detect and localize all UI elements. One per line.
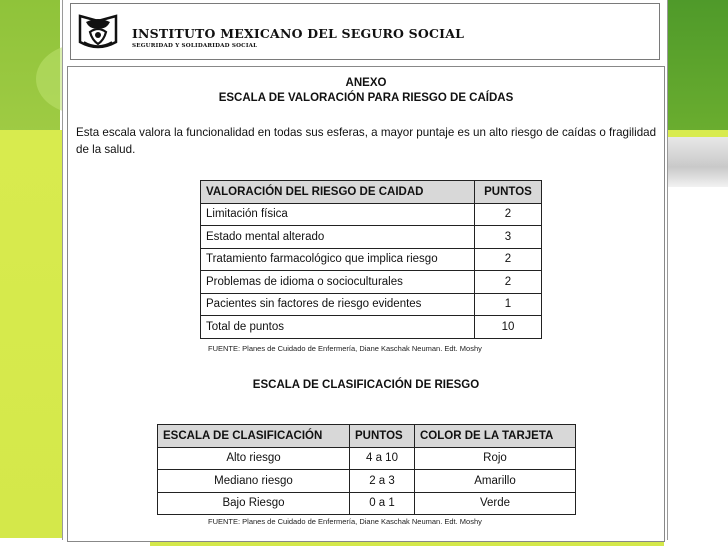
slide-grey-band <box>664 137 728 187</box>
imss-eagle-logo-icon <box>76 12 120 52</box>
card-color-cell: Verde <box>415 492 576 515</box>
source-note: FUENTE: Planes de Cuidado de Enfermería, Diane Kaschak Neuman. Edt. Moshy <box>208 344 482 353</box>
slide-white-band <box>664 187 728 546</box>
risk-level-cell: Bajo Riesgo <box>158 492 350 515</box>
points-cell: 2 <box>475 203 542 226</box>
table-row <box>201 293 542 316</box>
risk-factor-cell: Tratamiento farmacológico que implica riesgo <box>201 248 475 271</box>
card-color-cell: Rojo <box>415 447 576 470</box>
table-row <box>201 226 542 249</box>
table-row <box>158 447 576 470</box>
points-cell: 2 <box>475 271 542 294</box>
annex-title: ESCALA DE VALORACIÓN PARA RIESGO DE CAÍDAS <box>218 92 514 104</box>
table-header-row <box>158 425 576 448</box>
table-row <box>201 316 542 339</box>
table-row <box>201 248 542 271</box>
points-range-cell: 0 a 1 <box>350 492 415 515</box>
source-note: FUENTE: Planes de Cuidado de Enfermería, Diane Kaschak Neuman. Edt. Moshy <box>208 517 482 526</box>
risk-factor-cell: Problemas de idioma o socioculturales <box>201 271 475 294</box>
column-header: PUNTOS <box>475 181 542 204</box>
column-header: PUNTOS <box>350 425 415 448</box>
annex-content <box>67 66 665 542</box>
org-name: INSTITUTO MEXICANO DEL SEGURO SOCIAL <box>132 26 465 41</box>
points-cell: 2 <box>475 248 542 271</box>
column-header: VALORACIÓN DEL RIESGO DE CAIDAD <box>201 181 475 204</box>
risk-classification-table <box>157 424 576 515</box>
total-label-cell: Total de puntos <box>201 316 475 339</box>
points-range-cell: 4 a 10 <box>350 447 415 470</box>
document-page <box>62 0 668 540</box>
table-row <box>201 271 542 294</box>
points-range-cell: 2 a 3 <box>350 470 415 493</box>
table-row <box>158 492 576 515</box>
intro-paragraph: Esta escala valora la funcionalidad en todas sus esferas, a mayor puntaje es un alto riesgo de caídas o fragilidad de la salud. <box>76 126 657 156</box>
risk-factor-cell: Limitación física <box>201 203 475 226</box>
table-header-row <box>201 181 542 204</box>
org-motto: SEGURIDAD Y SOLIDARIDAD SOCIAL <box>132 43 258 49</box>
annex-label: ANEXO <box>345 77 387 89</box>
classification-title: ESCALA DE CLASIFICACIÓN DE RIESGO <box>252 379 480 391</box>
card-color-cell: Amarillo <box>415 470 576 493</box>
risk-factor-cell: Pacientes sin factores de riesgo evidentes <box>201 293 475 316</box>
column-header: COLOR DE LA TARJETA <box>415 425 576 448</box>
risk-factor-cell: Estado mental alterado <box>201 226 475 249</box>
table-row <box>201 203 542 226</box>
total-points-cell: 10 <box>475 316 542 339</box>
risk-level-cell: Mediano riesgo <box>158 470 350 493</box>
annex-heading <box>68 76 664 106</box>
document-header <box>70 3 660 60</box>
risk-level-cell: Alto riesgo <box>158 447 350 470</box>
table-row <box>158 470 576 493</box>
risk-assessment-table <box>200 180 542 339</box>
column-header: ESCALA DE CLASIFICACIÓN <box>158 425 350 448</box>
points-cell: 1 <box>475 293 542 316</box>
slide-dark-green-band <box>664 0 728 130</box>
points-cell: 3 <box>475 226 542 249</box>
